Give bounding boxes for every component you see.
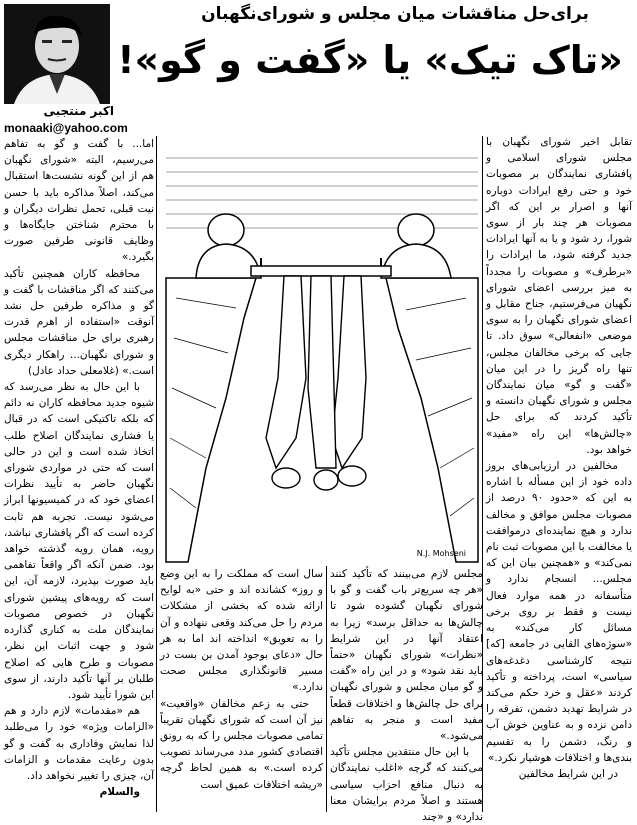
paragraph: مخالفین در ارزیابی‌های بروز داده خود از این مسأله با اشاره به این که «حدود ۹۰ درصد از مصوبات مجلس موافق و مخالف ندارد و هیچ نماینده‌ای درموافقت یا مخالفت با این مصوبات ثبت نام نمی‌کند» و «همچنین بیان این که مجلس... انسجام ندارد و متأسفانه در همه موارد فعال نیست و فقط بر روی برخی مسائل کار می‌کند» به «سوژه‌های القایی در جامعه [که] نتیجه کارشناسی دغدغه‌های سیاسی» است، پرداخته و تأکید کردند «عقل و خرد حکم می‌کند در شرایط تهدید دشمن، تفرقه را دامن نزده و به عناوین خوش آب و رنگ، دشمن را به تقسیم بندی‌ها و اختلافات هوشیار نکرد.»	[486, 460, 632, 764]
signoff: والسلام	[99, 786, 140, 799]
column-rule	[156, 136, 157, 812]
kicker: برای‌حل مناقشات میان مجلس و شورای‌نگهبان	[201, 4, 589, 24]
author-email[interactable]: monaaki@yahoo.com	[4, 121, 128, 135]
author-photo	[4, 4, 110, 104]
paragraph: با این حال به نظر می‌رسد که شیوه جدید محافظه کاران نه دائم که بلکه تاکتیکی است که در قبال یا فشاری نمایندگان اصلاح طلب اتخاذ شده است و این در حالی است که حتی در مواردی شورای نگهبان حاضر به تأیید نظرات اعضای خود که در کمیسیونها ابراز می‌شود نیست. تجربه هم ثابت کرده است که اگر پافشاری نباشد، رویه، همان رویه گذشته خواهد بود. ضمن آنکه اگر واقعاً تفاهمی باید صورت بپذیرد، لازمه آن، این است که رویه‌های پیشین شورای نگهبان در خصوص مصوبات نمایندگان ملت به کناری گذارده شود و جهت اثبات این نظر، مصوبات و طرح هایی که اصلاح طلبان بر آنها تأکید دارند، از سوی این شورا تأیید شود.	[4, 381, 154, 701]
paragraph: هم «مقدمات» لازم دارد و هم «الزامات ویژه» خود را می‌طلبد لذا نمایش وفاداری به گفت و گو بدون رعایت مقدمات و الزامات آن، چیزی را تغییر نخواهد داد.	[4, 705, 154, 782]
paragraph: با این حال منتقدین مجلس تأکید می‌کنند که گرچه «اغلب نمایندگان به دنبال منافع احزاب سیاسی هستند و اصلاً مردم برایشان معنا ندارد» و «چند	[330, 746, 483, 824]
article-column-1	[486, 134, 632, 814]
paragraph: اما... با گفت و گو به تفاهم می‌رسیم، البته «شورای نگهبان هم از این گونه نشست‌ها استقبال می‌کند، اصلاً مذاکره باید با حسن نیت قبلی، تحمل نظرات دیگران و با محترم شناختن جایگاه‌ها و وظایف قانونی طرفین صورت بگیرد.»	[4, 138, 154, 264]
column-rule	[326, 566, 327, 812]
paragraph: سال است که مملکت را به این وضع و روز» کشانده اند و حتی «به لوایح ارائه شده که بخشی از مشکلات مردم را حل می‌کند وقعی ننهاده و آن را به تعویق» انداخته اند اما به هر حال «دعای بوجود آمدن بن بست در مسیر قانونگذاری مجلس صحت ندارد.»	[160, 568, 323, 694]
paragraph: در این شرایط مخالفین	[518, 767, 618, 780]
paragraph: تقابل اخیر شورای نگهبان با مجلس شورای اسلامی و پافشاری نمایندگان بر مصوبات خود و حتی رفع ایرادات دوباره آنها و اصرار بر این که اگر مصوبات هر چند بار از سوی شورا، رد شود و یا به آنها ایرادات جدید گرفته شود، ما ایرادات را «برطرف» و مصوبات را مجدداً به میز بررسی اعضای شورای نگهبان می‌فرستیم، جناح مقابل و اعضای شورای نگهبان را به سوی موضعی «انفعالی» سوق داد. تا جایی که برخی مخالفان مجلس، تنها راه گریز را در این میان «گفت و گو» میان نمایندگان مجلس و شورای نگهبان دانسته و تأکید کردند که برای حل «چالش‌ها» این راه «مفید» خواهد بود.	[486, 136, 632, 456]
illustration-signature: N.J. Mohseni	[416, 549, 466, 558]
article-column-2	[4, 136, 154, 814]
article-column-4	[160, 566, 323, 814]
headline: «تاک تیک» یا «گفت و گو»!	[117, 38, 623, 82]
paragraph: مجلس لازم می‌بینند که تأکید کنند «هر چه سریع‌تر باب گفت و گو با شورای نگهبان گشوده شود تا چالش‌ها به حداقل برسد» زیرا به اعتقاد آنها در این شرایط «نظرات» شورای نگهبان «حتماً باید نقد شود» و در این راه «گفت و گو میان مجلس و شورای نگهبان برای حل چالش‌ها و اختلافات قطعاً مفید است و منجر به تفاهم می‌شود.»	[330, 568, 483, 743]
paragraph: محافظه کاران همچنین تأکید می‌کنند که اگر مناقشات با گفت و گو و مذاکره طرفین حل نشد آنوقت «استفاده از اهرم قدرت رهبری برای حل مناقشات مجلس و شورای نگهبان... راهکار دیگری است.» (غلامعلی حداد عادل)	[4, 267, 154, 377]
cartoon-illustration	[166, 138, 478, 562]
paragraph: حتی به زعم مخالفان «واقعیت» نیز آن است که شورای نگهبان تقریباً تمامی مصوبات مجلس را که به رونق اقتصادی کشور مدد می‌رساند تصویب کرده است.» به همین لحاظ گرچه «ریشه اختلافات عمیق است	[160, 697, 323, 791]
article-column-3	[330, 566, 483, 824]
author-name: اکبر منتجبی	[43, 104, 114, 118]
